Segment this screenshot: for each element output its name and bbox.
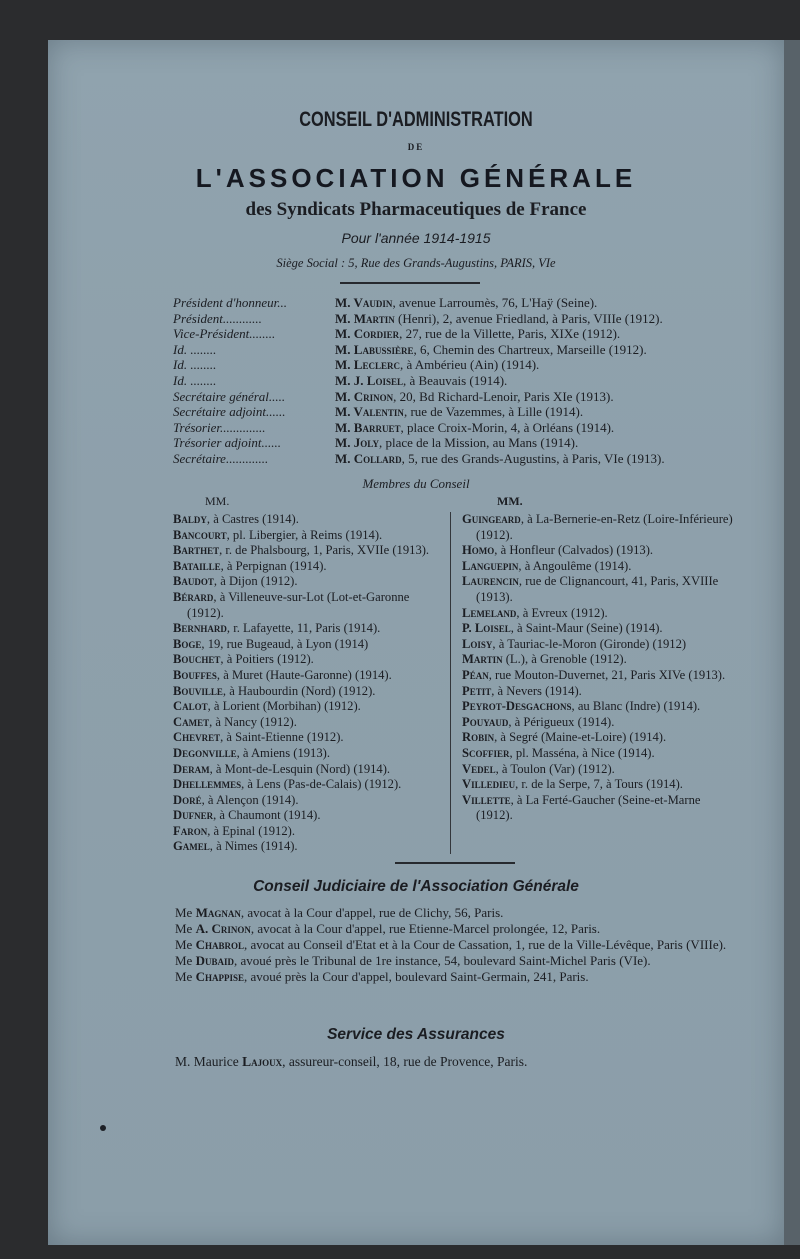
member-detail: , r. de Phalsbourg, 1, Paris, XVIIe (1913). xyxy=(219,543,430,558)
officer-detail: , 27, rue de la Villette, Paris, XIXe (1912). xyxy=(399,326,621,342)
member-detail: , à Chaumont (1914). xyxy=(213,808,321,823)
member-detail: , à Epinal (1912). xyxy=(207,823,295,838)
officer-role: Id. ........ xyxy=(173,341,217,357)
member-item xyxy=(173,528,443,544)
judiciaire-name: A. Crinon xyxy=(195,921,251,936)
member-item xyxy=(173,652,443,668)
member-item xyxy=(462,652,737,668)
member-detail: , à Saint-Maur (Seine) (1914). xyxy=(510,621,663,636)
judiciaire-name: Chabrol xyxy=(195,937,244,952)
judiciaire-detail: , avocat au Conseil d'Etat et à la Cour de Cassation, 1, rue de la Ville-Lévêque, Paris (VIIIe). xyxy=(244,937,727,952)
member-name: Péan xyxy=(462,667,489,682)
assur-name: Lajoux xyxy=(242,1054,283,1069)
member-detail: , à La Ferté-Gaucher (Seine-et-Marne (1912). xyxy=(476,792,701,823)
member-detail: , à Nimes (1914). xyxy=(209,839,298,854)
judiciaire-item xyxy=(175,921,735,937)
officer-detail: , 20, Bd Richard-Lenoir, Paris XIe (1913). xyxy=(393,388,614,404)
section-divider xyxy=(395,862,515,864)
member-name: Bancourt xyxy=(173,527,227,542)
member-detail: , r. Lafayette, 11, Paris (1914). xyxy=(226,621,381,636)
title-de: DE xyxy=(407,142,425,152)
officer-entry xyxy=(335,451,773,467)
member-item xyxy=(173,621,443,637)
officer-detail: , place de la Mission, au Mans (1914). xyxy=(378,435,579,451)
officer-row xyxy=(173,311,773,327)
member-item xyxy=(462,543,737,559)
officer-row xyxy=(173,295,773,311)
member-detail: , pl. Libergier, à Reims (1914). xyxy=(226,527,383,542)
member-detail: , à Angoulême (1914). xyxy=(518,558,632,573)
members-right-column xyxy=(462,512,737,824)
ink-dot xyxy=(100,1125,106,1131)
member-item xyxy=(173,512,443,528)
member-item xyxy=(173,824,443,840)
member-detail: , à Perpignan (1914). xyxy=(220,558,327,573)
officer-detail: , à Ambérieu (Ain) (1914). xyxy=(399,357,540,373)
officer-name: M. Vaudin xyxy=(335,295,393,310)
member-detail: , à Castres (1914). xyxy=(206,512,299,526)
member-item xyxy=(173,762,443,778)
member-detail: , à Muret (Haute-Garonne) (1914). xyxy=(216,667,392,682)
member-detail: , à Toulon (Var) (1912). xyxy=(495,761,615,776)
member-detail: , à Alençon (1914). xyxy=(201,792,299,807)
member-detail: , à Saint-Etienne (1912). xyxy=(220,730,344,745)
member-item xyxy=(173,590,443,621)
officer-role: Id. ........ xyxy=(173,372,217,388)
members-left-column xyxy=(173,512,443,855)
member-name: Laurencin xyxy=(462,574,519,589)
mm-left-label: MM. xyxy=(205,494,230,508)
member-name: Loisy xyxy=(462,636,493,651)
member-item xyxy=(462,559,737,575)
member-name: Chevret xyxy=(173,730,221,745)
member-detail: , r. de la Serpe, 7, à Tours (1914). xyxy=(515,777,683,792)
member-name: Languepin xyxy=(462,558,519,573)
officer-row xyxy=(173,420,773,436)
judiciaire-name: Dubaid xyxy=(195,953,234,968)
member-detail: , à Lorient (Morbihan) (1912). xyxy=(207,699,361,714)
member-item xyxy=(462,606,737,622)
judiciaire-item xyxy=(175,969,735,985)
member-item xyxy=(462,668,737,684)
member-item xyxy=(462,715,737,731)
member-item xyxy=(173,699,443,715)
officer-row xyxy=(173,435,773,451)
service-title: Service des Assurances xyxy=(327,1026,505,1043)
member-detail: , au Blanc (Indre) (1914). xyxy=(571,699,701,714)
judiciaire-name: Chappise xyxy=(195,969,244,984)
member-item xyxy=(462,793,737,824)
member-name: Martin xyxy=(462,652,503,667)
member-name: Guingeard xyxy=(462,512,521,526)
officer-role: Id. ........ xyxy=(173,357,217,373)
main-title: CONSEIL D'ADMINISTRATION xyxy=(299,108,533,131)
membres-title: Membres du Conseil xyxy=(362,476,470,491)
member-name: Gamel xyxy=(173,839,210,854)
member-detail: , à La-Bernerie-en-Retz (Loire-Inférieure) (1912). xyxy=(476,512,733,542)
member-detail: , à Mont-de-Lesquin (Nord) (1914). xyxy=(209,761,391,776)
member-name: Vedel xyxy=(462,761,496,776)
judiciaire-detail: , avoué près la Cour d'appel, boulevard Saint-Germain, 241, Paris. xyxy=(244,969,589,984)
assur-rest: , assureur-conseil, 18, rue de Provence, Paris. xyxy=(282,1054,528,1069)
member-item xyxy=(462,777,737,793)
officer-name: M. J. Loisel xyxy=(335,372,403,388)
member-detail: , à Nevers (1914). xyxy=(491,683,582,698)
member-item xyxy=(462,699,737,715)
member-item xyxy=(173,668,443,684)
member-item xyxy=(173,684,443,700)
officer-role: Secrétaire adjoint...... xyxy=(173,404,286,420)
officer-row xyxy=(173,451,773,467)
officer-detail: , à Beauvais (1914). xyxy=(402,372,508,388)
officer-entry xyxy=(335,357,773,373)
judiciaire-prefix: Me xyxy=(175,969,196,984)
member-item xyxy=(173,715,443,731)
member-name: Bernhard xyxy=(173,621,227,636)
judiciaire-item xyxy=(175,937,735,953)
judiciaire-item xyxy=(175,905,735,921)
member-detail: (L.), à Grenoble (1912). xyxy=(502,652,627,667)
officer-entry xyxy=(335,373,773,389)
officer-role: Trésorier adjoint...... xyxy=(173,435,281,451)
member-item xyxy=(173,637,443,653)
member-item xyxy=(462,746,737,762)
member-item xyxy=(462,762,737,778)
member-name: Robin xyxy=(462,730,495,745)
year-line: Pour l'année 1914-1915 xyxy=(341,230,491,246)
member-detail: , à Amiens (1913). xyxy=(236,745,330,760)
officer-name: M. Labussière xyxy=(335,341,414,357)
judiciaire-detail: , avocat à la Cour d'appel, rue Etienne-Marcel prolongée, 12, Paris. xyxy=(250,921,601,936)
officer-detail: (Henri), 2, avenue Friedland, à Paris, VIIIe (1912). xyxy=(394,310,663,326)
member-item xyxy=(462,637,737,653)
member-name: Dhellemmes xyxy=(173,777,242,792)
member-name: Bouffes xyxy=(173,667,217,682)
member-item xyxy=(173,559,443,575)
assurances-line xyxy=(175,1054,527,1070)
judiciaire-prefix: Me xyxy=(175,921,196,936)
member-name: Villedieu xyxy=(462,777,516,792)
officer-detail: , rue de Vazemmes, à Lille (1914). xyxy=(403,404,584,420)
member-detail: , à Lens (Pas-de-Calais) (1912). xyxy=(241,777,402,792)
officer-role: Vice-Président........ xyxy=(173,326,276,342)
officer-name: M. Crinon xyxy=(335,388,394,404)
officer-row xyxy=(173,373,773,389)
member-name: Bouchet xyxy=(173,652,221,667)
member-name: Deram xyxy=(173,761,210,776)
header-divider xyxy=(340,282,480,284)
officer-row xyxy=(173,389,773,405)
member-name: Boge xyxy=(173,636,202,651)
officer-row xyxy=(173,357,773,373)
member-name: Bérard xyxy=(173,589,214,604)
officer-row xyxy=(173,404,773,420)
member-name: Dufner xyxy=(173,808,214,823)
member-name: Degonville xyxy=(173,745,237,760)
member-detail: , 19, rue Bugeaud, à Lyon (1914) xyxy=(201,636,369,651)
member-item xyxy=(173,808,443,824)
officer-name: M. Valentin xyxy=(335,404,404,420)
association-title: L'ASSOCIATION GÉNÉRALE xyxy=(195,163,637,193)
officer-name: M. Leclerc xyxy=(335,357,400,373)
column-divider xyxy=(450,512,451,854)
member-detail: , à Villeneuve-sur-Lot (Lot-et-Garonne (1912). xyxy=(187,589,410,620)
officer-entry xyxy=(335,389,773,405)
member-detail: , rue Mouton-Duvernet, 21, Paris XIVe (1913). xyxy=(488,667,726,682)
judiciaire-detail: , avoué près le Tribunal de 1re instance, 54, boulevard Saint-Michel Paris (VIe). xyxy=(234,953,651,968)
member-name: Bouville xyxy=(173,683,223,698)
officer-row xyxy=(173,326,773,342)
member-detail: , rue de Clignancourt, 41, Paris, XVIIIe (1913). xyxy=(476,574,719,604)
member-detail: , à Dijon (1912). xyxy=(213,574,298,589)
member-item xyxy=(173,574,443,590)
officer-entry xyxy=(335,311,773,327)
officer-name: M. Barruet xyxy=(335,419,401,435)
mm-right-label: MM. xyxy=(497,494,523,508)
member-item xyxy=(173,730,443,746)
member-name: Calot xyxy=(173,699,208,714)
officers-list xyxy=(173,295,773,467)
officer-entry xyxy=(335,435,773,451)
judiciaire-item xyxy=(175,953,735,969)
conseil-judiciaire-list xyxy=(175,905,735,985)
officer-role: Président............ xyxy=(173,310,262,326)
member-name: Villette xyxy=(462,792,511,807)
member-name: Bataille xyxy=(173,558,221,573)
member-item xyxy=(173,793,443,809)
officer-detail: , place Croix-Morin, 4, à Orléans (1914). xyxy=(400,419,615,435)
officer-detail: , 5, rue des Grands-Augustins, à Paris, VIe (1913). xyxy=(401,450,665,466)
member-item xyxy=(462,730,737,746)
member-detail: , à Poitiers (1912). xyxy=(220,652,314,667)
next-page-edge xyxy=(784,40,800,1245)
judiciaire-name: Magnan xyxy=(195,905,241,920)
member-item xyxy=(462,574,737,605)
member-detail: , à Evreux (1912). xyxy=(516,605,608,620)
member-detail: , à Nancy (1912). xyxy=(209,714,297,729)
member-detail: , à Haubourdin (Nord) (1912). xyxy=(222,683,376,698)
member-name: Pouyaud xyxy=(462,714,509,729)
judiciaire-detail: , avocat à la Cour d'appel, rue de Clichy, 56, Paris. xyxy=(240,905,504,920)
member-detail: , à Honfleur (Calvados) (1913). xyxy=(494,543,654,558)
member-item xyxy=(173,543,443,559)
member-detail: , à Tauriac-le-Moron (Gironde) (1912) xyxy=(492,636,687,651)
judiciaire-prefix: Me xyxy=(175,905,196,920)
conseil-judiciaire-title: Conseil Judiciaire de l'Association Générale xyxy=(253,878,579,895)
officer-name: M. Cordier xyxy=(335,326,400,342)
officer-entry xyxy=(335,420,773,436)
member-name: Petit xyxy=(462,683,492,698)
member-name: Lemeland xyxy=(462,605,517,620)
member-name: Homo xyxy=(462,543,495,558)
member-detail: , à Périgueux (1914). xyxy=(508,714,615,729)
officer-entry xyxy=(335,342,773,358)
siege-social: Siège Social : 5, Rue des Grands-Augustins, PARIS, VIe xyxy=(276,256,556,270)
member-name: Baldy xyxy=(173,512,207,526)
member-item xyxy=(462,512,737,543)
member-item xyxy=(173,839,443,855)
judiciaire-prefix: Me xyxy=(175,937,196,952)
member-item xyxy=(462,684,737,700)
officer-entry xyxy=(335,326,773,342)
member-item xyxy=(173,777,443,793)
officer-row xyxy=(173,342,773,358)
officer-detail: , 6, Chemin des Chartreux, Marseille (1912). xyxy=(413,341,647,357)
member-name: Faron xyxy=(173,823,208,838)
member-name: Scoffier xyxy=(462,745,510,760)
officer-role: Secrétaire général..... xyxy=(173,388,286,404)
member-detail: , à Segré (Maine-et-Loire) (1914). xyxy=(494,730,667,745)
officer-role: Trésorier.............. xyxy=(173,419,266,435)
officer-entry xyxy=(335,295,773,311)
syndicats-subtitle: des Syndicats Pharmaceutiques de France xyxy=(245,199,587,220)
member-name: Doré xyxy=(173,792,202,807)
officer-entry xyxy=(335,404,773,420)
member-name: P. Loisel xyxy=(462,621,511,636)
officer-detail: , avenue Larroumès, 76, L'Haÿ (Seine). xyxy=(392,295,598,310)
member-item xyxy=(173,746,443,762)
member-name: Camet xyxy=(173,714,210,729)
member-item xyxy=(462,621,737,637)
member-name: Baudot xyxy=(173,574,214,589)
officer-name: M. Martin xyxy=(335,310,395,326)
member-name: Barthet xyxy=(173,543,220,558)
officer-name: M. Joly xyxy=(335,435,379,451)
assur-prefix: M. Maurice xyxy=(175,1054,243,1069)
judiciaire-prefix: Me xyxy=(175,953,196,968)
officer-role: Secrétaire............. xyxy=(173,450,269,466)
member-detail: , pl. Masséna, à Nice (1914). xyxy=(509,745,655,760)
officer-role: Président d'honneur... xyxy=(173,295,287,310)
officer-name: M. Collard xyxy=(335,450,402,466)
member-name: Peyrot-Desgachons xyxy=(462,699,572,714)
